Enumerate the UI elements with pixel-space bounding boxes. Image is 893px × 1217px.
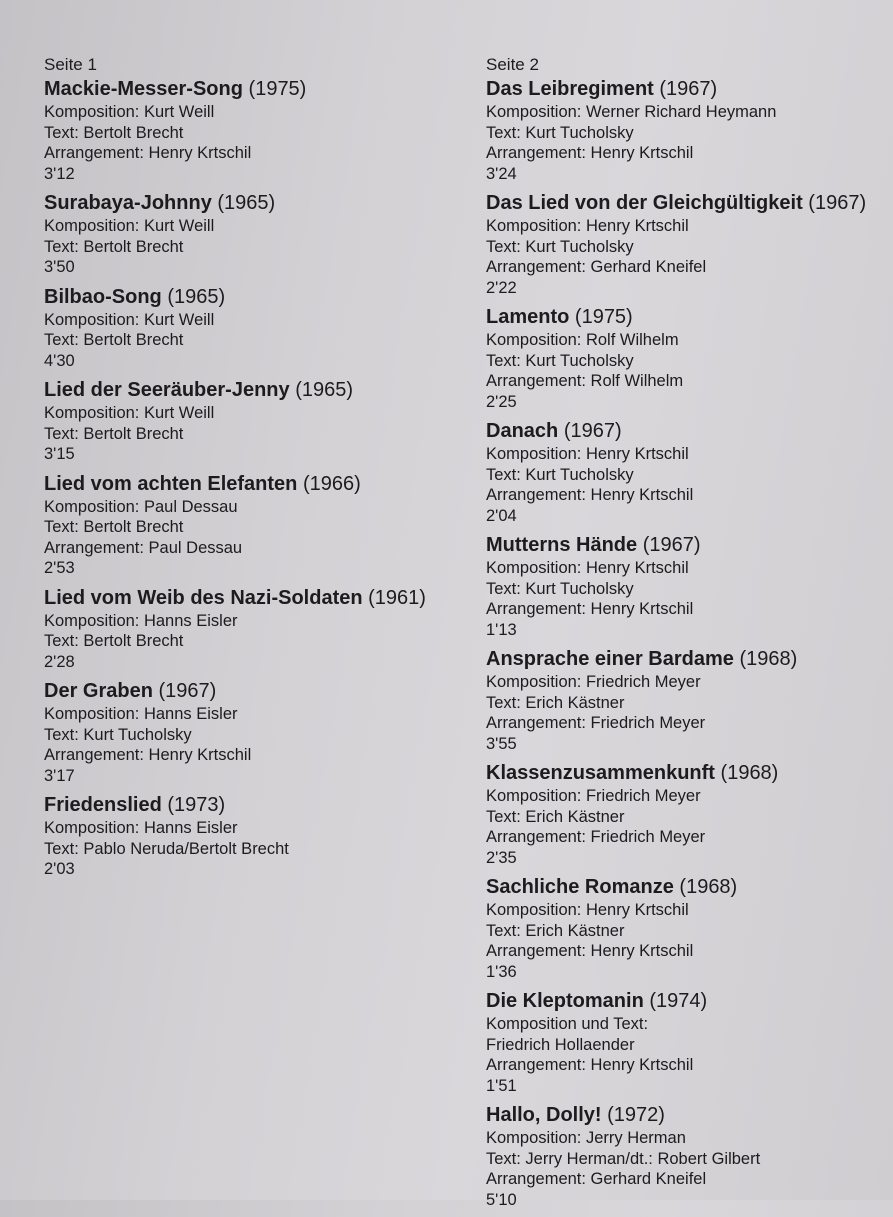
track-credit-line: Komposition: Paul Dessau (44, 497, 238, 516)
track-year: (1965) (167, 285, 226, 308)
track-heading (44, 378, 464, 403)
track-credit-line: Komposition: Hanns Eisler (44, 819, 238, 837)
track-credit-line: 1'51 (486, 1076, 517, 1095)
track-credit-line: 2'04 (486, 506, 517, 525)
track-entry (486, 761, 886, 868)
track-credit-line: Text: Erich Kästner (486, 921, 625, 940)
track-heading (44, 586, 464, 611)
track-entry (44, 793, 464, 880)
track-entry (486, 533, 886, 640)
track-credit-line: Arrangement: Rolf Wilhelm (486, 372, 684, 390)
track-credit-line: Komposition: Friedrich Meyer (486, 787, 701, 805)
track-entry (44, 472, 464, 579)
track-credit-line: Arrangement: Friedrich Meyer (486, 828, 706, 846)
track-heading (486, 989, 886, 1014)
track-credit-line: Komposition: Henry Krtschil (486, 559, 689, 577)
side-1-column (44, 54, 464, 887)
track-entry (44, 191, 464, 278)
track-credit-line: 3'24 (486, 164, 517, 183)
track-credit-line: Text: Erich Kästner (486, 807, 625, 826)
track-credit-line: Arrangement: Henry Krtschil (44, 144, 252, 162)
track-credit-line: Arrangement: Henry Krtschil (486, 144, 694, 162)
track-credit-line: 3'50 (44, 258, 75, 276)
track-title: Mackie-Messer-Song (44, 78, 243, 100)
track-credit-line: Text: Bertolt Brecht (44, 518, 184, 536)
track-credit-line: Komposition: Jerry Herman (486, 1129, 686, 1147)
track-credit-line: 3'17 (44, 766, 75, 785)
side-1-track-list (44, 77, 464, 880)
side-2-track-list (486, 77, 886, 1210)
track-credit-line: 4'30 (44, 351, 75, 370)
track-year: (1967) (659, 78, 718, 100)
track-credit-line: Text: Kurt Tucholsky (486, 351, 634, 370)
track-entry (44, 679, 464, 786)
track-credit-line: Text: Bertolt Brecht (44, 424, 184, 443)
track-year: (1967) (563, 420, 622, 442)
track-credit-line: 2'22 (486, 278, 517, 297)
track-credit-line: Text: Bertolt Brecht (44, 331, 184, 349)
track-credit-line: Komposition: Werner Richard Heymann (486, 103, 777, 121)
track-heading (486, 77, 886, 102)
track-title: Hallo, Dolly! (486, 1104, 602, 1126)
track-heading (44, 472, 464, 497)
track-credit-line: Text: Bertolt Brecht (44, 123, 184, 142)
track-credit-line: Komposition: Friedrich Meyer (486, 673, 701, 691)
track-entry (44, 285, 464, 372)
track-entry (486, 191, 886, 298)
track-title: Surabaya-Johnny (44, 192, 212, 214)
side-2-label: Seite 2 (486, 55, 539, 74)
track-title: Sachliche Romanze (486, 876, 674, 898)
track-credit-line: Arrangement: Henry Krtschil (486, 1056, 694, 1074)
track-credit-line: 5'10 (486, 1190, 517, 1209)
track-year: (1965) (295, 379, 354, 401)
track-heading (486, 875, 886, 900)
track-credit-line: 2'03 (44, 860, 75, 878)
track-credit-line: Komposition: Kurt Weill (44, 103, 215, 121)
track-title: Das Lied von der Gleichgültigkeit (486, 192, 803, 214)
track-entry (44, 586, 464, 673)
track-entry (44, 77, 464, 184)
track-year: (1974) (649, 990, 708, 1012)
track-credit-line: Arrangement: Henry Krtschil (44, 746, 252, 764)
track-title: Lied vom achten Elefanten (44, 472, 298, 495)
track-entry (486, 647, 886, 754)
track-year: (1967) (158, 680, 217, 702)
track-entry (486, 875, 886, 982)
track-heading (486, 761, 886, 786)
track-credit-line: 2'28 (44, 652, 75, 671)
track-credit-line: Arrangement: Paul Dessau (44, 538, 243, 557)
track-credit-line: Komposition: Kurt Weill (44, 310, 215, 329)
side-2-column (486, 54, 886, 1217)
track-credit-line: Arrangement: Henry Krtschil (486, 942, 694, 960)
track-credit-line: Text: Kurt Tucholsky (486, 237, 634, 256)
track-heading (44, 793, 464, 818)
track-title: Klassenzusammenkunft (486, 762, 715, 784)
track-credit-line: 1'36 (486, 962, 517, 981)
track-heading (44, 679, 464, 704)
track-year: (1975) (248, 78, 307, 100)
track-title: Friedenslied (44, 794, 162, 816)
track-credit-line: Komposition und Text: (486, 1015, 649, 1033)
track-year: (1972) (607, 1104, 665, 1126)
track-entry (486, 77, 886, 184)
track-credit-line: Komposition: Hanns Eisler (44, 611, 238, 630)
track-credit-line: 3'15 (44, 445, 75, 463)
track-credit-line: Friedrich Hollaender (486, 1035, 635, 1054)
track-heading (486, 419, 886, 444)
track-credit-line: Komposition: Hanns Eisler (44, 705, 238, 723)
track-entry (44, 378, 464, 465)
track-heading (44, 77, 464, 102)
track-heading (44, 285, 464, 310)
track-year: (1965) (217, 192, 276, 214)
track-credit-line: Komposition: Henry Krtschil (486, 901, 689, 919)
track-credit-line: Komposition: Kurt Weill (44, 404, 215, 422)
track-credit-line: Arrangement: Gerhard Kneifel (486, 258, 707, 276)
track-credit-line: Text: Bertolt Brecht (44, 237, 184, 256)
track-year: (1973) (167, 794, 226, 816)
track-year: (1968) (720, 762, 779, 784)
track-credit-line: Komposition: Rolf Wilhelm (486, 331, 679, 349)
track-title: Der Graben (44, 680, 153, 702)
track-heading (486, 191, 886, 216)
track-entry (486, 305, 886, 412)
track-credit-line: 3'55 (486, 734, 517, 753)
track-heading (486, 533, 886, 558)
track-credit-line: Komposition: Kurt Weill (44, 217, 215, 235)
track-credit-line: 2'35 (486, 848, 517, 867)
track-heading (486, 647, 886, 672)
track-year: (1968) (679, 876, 738, 898)
track-credit-line: Text: Jerry Herman/dt.: Robert Gilbert (486, 1149, 761, 1168)
track-credit-line: Text: Erich Kästner (486, 693, 625, 712)
track-title: Die Kleptomanin (486, 990, 644, 1012)
track-year: (1968) (739, 648, 798, 670)
track-title: Bilbao-Song (44, 285, 162, 308)
track-year: (1961) (368, 586, 426, 609)
track-title: Ansprache einer Bardame (486, 648, 734, 670)
track-year: (1967) (642, 534, 701, 556)
track-credit-line: Arrangement: Gerhard Kneifel (486, 1170, 707, 1188)
track-credit-line: Text: Pablo Neruda/Bertolt Brecht (44, 839, 289, 858)
track-entry (486, 989, 886, 1096)
track-credit-line: 2'25 (486, 392, 517, 411)
track-credit-line: Text: Bertolt Brecht (44, 632, 184, 650)
track-credit-line: 2'53 (44, 559, 75, 577)
track-credit-line: Text: Kurt Tucholsky (486, 465, 634, 484)
track-title: Lied vom Weib des Nazi-Soldaten (44, 586, 363, 609)
track-title: Mutterns Hände (486, 534, 638, 556)
track-credit-line: Text: Kurt Tucholsky (44, 725, 192, 744)
track-credit-line: 3'12 (44, 164, 75, 183)
track-credit-line: Arrangement: Henry Krtschil (486, 600, 694, 618)
track-year: (1966) (302, 472, 361, 495)
track-entry (486, 419, 886, 526)
track-title: Danach (486, 420, 559, 442)
track-title: Lied der Seeräuber-Jenny (44, 379, 290, 401)
track-year: (1967) (808, 192, 867, 214)
track-credit-line: Text: Kurt Tucholsky (486, 123, 634, 142)
side-1-label: Seite 1 (44, 55, 97, 74)
track-credit-line: Arrangement: Henry Krtschil (486, 486, 694, 504)
track-title: Lamento (486, 306, 570, 328)
track-heading (44, 191, 464, 216)
track-entry (486, 1103, 886, 1210)
track-credit-line: 1'13 (486, 620, 517, 639)
track-heading (486, 305, 886, 330)
track-year: (1975) (574, 306, 633, 328)
track-credit-line: Komposition: Henry Krtschil (486, 217, 689, 235)
track-heading (486, 1103, 886, 1128)
track-credit-line: Arrangement: Friedrich Meyer (486, 714, 706, 732)
track-credit-line: Text: Kurt Tucholsky (486, 579, 634, 598)
track-title: Das Leibregiment (486, 78, 654, 100)
track-credit-line: Komposition: Henry Krtschil (486, 445, 689, 463)
